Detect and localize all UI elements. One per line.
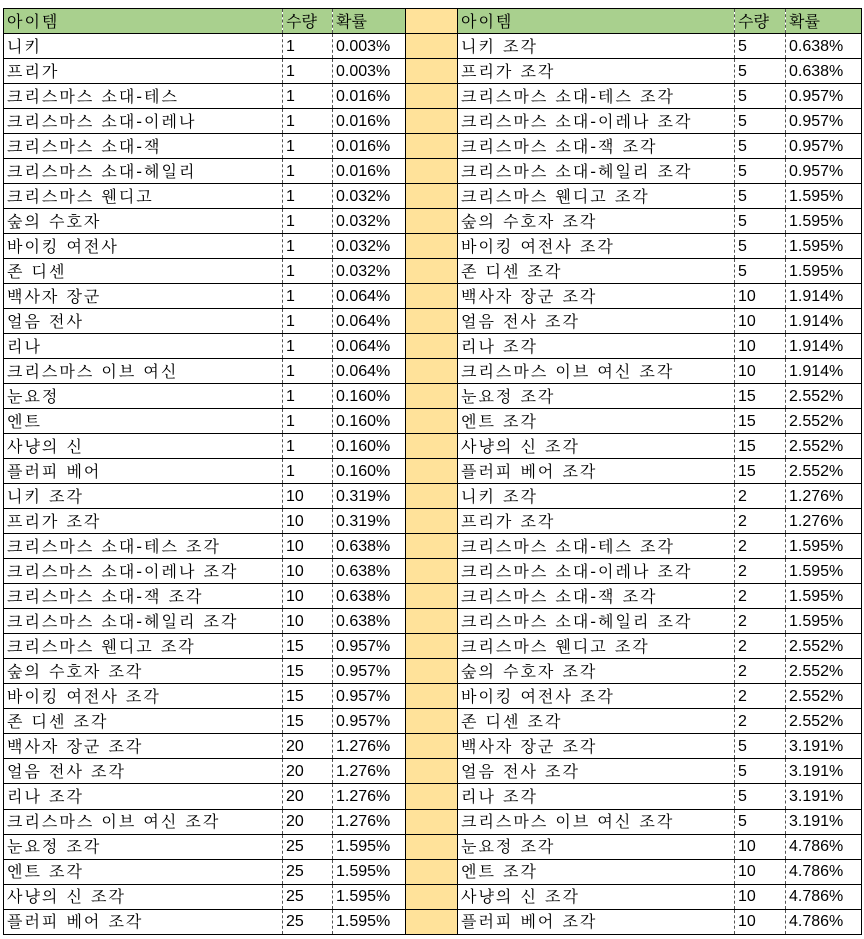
table-row — [4, 884, 862, 909]
cell-item-right[interactable]: 엔트 조각 — [458, 409, 735, 434]
cell-prob-right[interactable]: 2.552% — [786, 409, 862, 434]
table-row — [4, 634, 862, 659]
cell-item-right[interactable]: 백사자 장군 조각 — [458, 734, 735, 759]
cell-item[interactable]: 존 디센 조각 — [4, 709, 283, 734]
cell-prob-right[interactable]: 2.552% — [786, 384, 862, 409]
gap-cell[interactable] — [406, 109, 458, 134]
table-row — [4, 284, 862, 309]
cell-qty[interactable]: 1 — [283, 284, 333, 309]
gap-cell[interactable] — [406, 859, 458, 884]
gap-cell[interactable] — [406, 659, 458, 684]
gap-cell[interactable] — [406, 534, 458, 559]
cell-item[interactable]: 리나 — [4, 334, 283, 359]
table-row — [4, 709, 862, 734]
cell-item[interactable]: 크리스마스 소대-헤일리 조각 — [4, 609, 283, 634]
gap-cell[interactable] — [406, 334, 458, 359]
cell-qty-right[interactable]: 10 — [735, 859, 786, 884]
cell-item[interactable]: 바이킹 여전사 조각 — [4, 684, 283, 709]
cell-qty-right[interactable]: 5 — [735, 84, 786, 109]
table-row — [4, 34, 862, 59]
gap-cell[interactable] — [406, 84, 458, 109]
cell-item[interactable]: 존 디센 — [4, 259, 283, 284]
cell-prob[interactable]: 0.064% — [333, 334, 406, 359]
gap-cell[interactable] — [406, 809, 458, 834]
cell-prob-right[interactable]: 1.914% — [786, 359, 862, 384]
cell-prob-right[interactable]: 2.552% — [786, 634, 862, 659]
cell-item[interactable]: 크리스마스 소대-잭 — [4, 134, 283, 159]
cell-prob[interactable]: 0.016% — [333, 109, 406, 134]
cell-item-right[interactable]: 엔트 조각 — [458, 859, 735, 884]
cell-item-right[interactable]: 크리스마스 소대-잭 조각 — [458, 584, 735, 609]
cell-qty[interactable]: 1 — [283, 309, 333, 334]
cell-prob[interactable]: 0.160% — [333, 434, 406, 459]
cell-qty-right[interactable]: 15 — [735, 409, 786, 434]
cell-qty[interactable]: 25 — [283, 909, 333, 934]
gap-cell[interactable] — [406, 159, 458, 184]
cell-prob-right[interactable]: 0.638% — [786, 34, 862, 59]
cell-qty[interactable]: 1 — [283, 409, 333, 434]
gap-cell[interactable] — [406, 709, 458, 734]
cell-item-right[interactable]: 크리스마스 이브 여신 조각 — [458, 359, 735, 384]
cell-item[interactable]: 니키 — [4, 34, 283, 59]
gap-cell[interactable] — [406, 634, 458, 659]
gap-cell[interactable] — [406, 459, 458, 484]
gap-cell[interactable] — [406, 59, 458, 84]
cell-qty[interactable]: 25 — [283, 834, 333, 859]
cell-prob[interactable]: 0.064% — [333, 309, 406, 334]
cell-qty-right[interactable]: 5 — [735, 209, 786, 234]
gap-cell[interactable] — [406, 784, 458, 809]
cell-qty-right[interactable]: 2 — [735, 634, 786, 659]
cell-qty-right[interactable]: 15 — [735, 384, 786, 409]
cell-qty[interactable]: 10 — [283, 509, 333, 534]
cell-qty[interactable]: 1 — [283, 234, 333, 259]
cell-item-right[interactable]: 크리스마스 소대-테스 조각 — [458, 84, 735, 109]
table-row — [4, 59, 862, 84]
table-row — [4, 909, 862, 934]
cell-qty[interactable]: 1 — [283, 59, 333, 84]
cell-prob-right[interactable]: 1.914% — [786, 284, 862, 309]
cell-item[interactable]: 리나 조각 — [4, 784, 283, 809]
cell-item[interactable]: 크리스마스 소대-이레나 — [4, 109, 283, 134]
cell-qty-right[interactable]: 5 — [735, 259, 786, 284]
cell-prob-right[interactable]: 3.191% — [786, 759, 862, 784]
table-row — [4, 109, 862, 134]
cell-qty[interactable]: 1 — [283, 459, 333, 484]
cell-prob-right[interactable]: 1.595% — [786, 259, 862, 284]
cell-prob-right[interactable]: 0.957% — [786, 159, 862, 184]
cell-qty-right[interactable]: 5 — [735, 34, 786, 59]
cell-item[interactable]: 크리스마스 웬디고 조각 — [4, 634, 283, 659]
cell-qty-right[interactable]: 5 — [735, 59, 786, 84]
header-row — [4, 9, 862, 34]
cell-prob-right[interactable]: 3.191% — [786, 734, 862, 759]
cell-qty[interactable]: 1 — [283, 259, 333, 284]
cell-item-right[interactable]: 크리스마스 웬디고 조각 — [458, 184, 735, 209]
cell-item[interactable]: 플러피 베어 — [4, 459, 283, 484]
cell-item-right[interactable]: 바이킹 여전사 조각 — [458, 684, 735, 709]
cell-prob-right[interactable]: 0.957% — [786, 84, 862, 109]
cell-qty-right[interactable]: 10 — [735, 359, 786, 384]
table-row — [4, 234, 862, 259]
cell-item[interactable]: 크리스마스 소대-이레나 조각 — [4, 559, 283, 584]
gap-cell[interactable] — [406, 584, 458, 609]
table-row — [4, 334, 862, 359]
cell-prob-right[interactable]: 1.595% — [786, 584, 862, 609]
table-row — [4, 309, 862, 334]
cell-item[interactable]: 엔트 — [4, 409, 283, 434]
cell-item-right[interactable]: 크리스마스 웬디고 조각 — [458, 634, 735, 659]
cell-item-right[interactable]: 리나 조각 — [458, 334, 735, 359]
cell-qty-right[interactable]: 15 — [735, 434, 786, 459]
header-prob-right[interactable]: 확률 — [786, 9, 862, 34]
cell-item-right[interactable]: 백사자 장군 조각 — [458, 284, 735, 309]
gap-cell[interactable] — [406, 884, 458, 909]
cell-prob-right[interactable]: 3.191% — [786, 809, 862, 834]
cell-prob-right[interactable]: 1.595% — [786, 534, 862, 559]
cell-prob[interactable]: 1.276% — [333, 784, 406, 809]
cell-prob-right[interactable]: 0.957% — [786, 109, 862, 134]
cell-prob-right[interactable]: 1.595% — [786, 209, 862, 234]
cell-item-right[interactable]: 숲의 수호자 조각 — [458, 209, 735, 234]
cell-item[interactable]: 숲의 수호자 — [4, 209, 283, 234]
cell-prob[interactable]: 1.276% — [333, 734, 406, 759]
header-qty-right[interactable]: 수량 — [735, 9, 786, 34]
cell-prob-right[interactable]: 2.552% — [786, 684, 862, 709]
cell-prob-right[interactable]: 1.595% — [786, 609, 862, 634]
cell-item[interactable]: 크리스마스 웬디고 — [4, 184, 283, 209]
cell-qty-right[interactable]: 2 — [735, 534, 786, 559]
cell-item[interactable]: 프리가 조각 — [4, 509, 283, 534]
cell-qty-right[interactable]: 5 — [735, 784, 786, 809]
cell-prob-right[interactable]: 4.786% — [786, 859, 862, 884]
gap-cell[interactable] — [406, 359, 458, 384]
cell-prob-right[interactable]: 4.786% — [786, 834, 862, 859]
cell-qty[interactable]: 25 — [283, 884, 333, 909]
gap-cell[interactable] — [406, 209, 458, 234]
cell-item[interactable]: 사냥의 신 조각 — [4, 884, 283, 909]
cell-prob-right[interactable]: 1.595% — [786, 559, 862, 584]
header-prob[interactable]: 확률 — [333, 9, 406, 34]
cell-item[interactable]: 사냥의 신 — [4, 434, 283, 459]
table-row — [4, 509, 862, 534]
cell-item-right[interactable]: 크리스마스 소대-테스 조각 — [458, 534, 735, 559]
cell-qty[interactable]: 10 — [283, 484, 333, 509]
cell-qty-right[interactable]: 15 — [735, 459, 786, 484]
probability-sheet — [3, 8, 862, 935]
cell-prob-right[interactable]: 1.276% — [786, 484, 862, 509]
cell-prob[interactable]: 0.003% — [333, 59, 406, 84]
header-qty[interactable]: 수량 — [283, 9, 333, 34]
table-row — [4, 434, 862, 459]
table-row — [4, 159, 862, 184]
cell-item-right[interactable]: 니키 조각 — [458, 34, 735, 59]
cell-prob[interactable]: 1.276% — [333, 759, 406, 784]
table-row — [4, 859, 862, 884]
cell-qty-right[interactable]: 5 — [735, 134, 786, 159]
cell-item[interactable]: 크리스마스 소대-테스 조각 — [4, 534, 283, 559]
cell-prob-right[interactable]: 4.786% — [786, 884, 862, 909]
table-row — [4, 559, 862, 584]
cell-qty-right[interactable]: 10 — [735, 334, 786, 359]
cell-item-right[interactable]: 프리가 조각 — [458, 59, 735, 84]
gap-cell[interactable] — [406, 259, 458, 284]
cell-prob[interactable]: 0.160% — [333, 459, 406, 484]
gap-cell[interactable] — [406, 284, 458, 309]
cell-item-right[interactable]: 존 디센 조각 — [458, 259, 735, 284]
table-row — [4, 184, 862, 209]
cell-prob[interactable]: 0.957% — [333, 634, 406, 659]
cell-prob-right[interactable]: 2.552% — [786, 709, 862, 734]
cell-qty-right[interactable]: 2 — [735, 484, 786, 509]
cell-item[interactable]: 니키 조각 — [4, 484, 283, 509]
cell-qty-right[interactable]: 10 — [735, 909, 786, 934]
cell-prob-right[interactable]: 1.595% — [786, 184, 862, 209]
cell-prob[interactable]: 0.638% — [333, 559, 406, 584]
cell-qty[interactable]: 1 — [283, 384, 333, 409]
gap-cell[interactable] — [406, 384, 458, 409]
table-row — [4, 484, 862, 509]
cell-item-right[interactable]: 사냥의 신 조각 — [458, 884, 735, 909]
cell-qty[interactable]: 1 — [283, 359, 333, 384]
cell-qty[interactable]: 1 — [283, 334, 333, 359]
table-row — [4, 584, 862, 609]
gap-cell[interactable] — [406, 184, 458, 209]
cell-prob[interactable]: 0.160% — [333, 409, 406, 434]
table-row — [4, 84, 862, 109]
cell-prob[interactable]: 1.276% — [333, 809, 406, 834]
cell-prob[interactable]: 1.595% — [333, 909, 406, 934]
gap-cell[interactable] — [406, 759, 458, 784]
table-row — [4, 259, 862, 284]
cell-item[interactable]: 눈요정 — [4, 384, 283, 409]
cell-prob[interactable]: 0.003% — [333, 34, 406, 59]
cell-prob[interactable]: 0.957% — [333, 709, 406, 734]
cell-qty[interactable]: 10 — [283, 609, 333, 634]
table-row — [4, 784, 862, 809]
cell-prob-right[interactable]: 2.552% — [786, 459, 862, 484]
cell-item[interactable]: 얼음 전사 — [4, 309, 283, 334]
cell-qty-right[interactable]: 10 — [735, 309, 786, 334]
header-item-right[interactable]: 아이템 — [458, 9, 735, 34]
table-row — [4, 684, 862, 709]
cell-item-right[interactable]: 존 디센 조각 — [458, 709, 735, 734]
cell-qty[interactable]: 25 — [283, 859, 333, 884]
cell-item-right[interactable]: 눈요정 조각 — [458, 384, 735, 409]
cell-qty[interactable]: 15 — [283, 634, 333, 659]
cell-item-right[interactable]: 프리가 조각 — [458, 509, 735, 534]
cell-qty[interactable]: 1 — [283, 159, 333, 184]
cell-item-right[interactable]: 얼음 전사 조각 — [458, 759, 735, 784]
cell-qty-right[interactable]: 2 — [735, 509, 786, 534]
cell-qty-right[interactable]: 5 — [735, 234, 786, 259]
table-row — [4, 359, 862, 384]
cell-prob-right[interactable]: 0.957% — [786, 134, 862, 159]
cell-qty-right[interactable]: 5 — [735, 759, 786, 784]
cell-qty[interactable]: 15 — [283, 709, 333, 734]
cell-qty[interactable]: 10 — [283, 584, 333, 609]
cell-qty[interactable]: 20 — [283, 784, 333, 809]
cell-qty-right[interactable]: 2 — [735, 709, 786, 734]
cell-item-right[interactable]: 크리스마스 소대-헤일리 조각 — [458, 159, 735, 184]
cell-qty[interactable]: 1 — [283, 434, 333, 459]
cell-prob[interactable]: 0.032% — [333, 184, 406, 209]
cell-item-right[interactable]: 크리스마스 소대-이레나 조각 — [458, 109, 735, 134]
table-row — [4, 534, 862, 559]
cell-prob[interactable]: 0.638% — [333, 584, 406, 609]
cell-prob-right[interactable]: 2.552% — [786, 659, 862, 684]
cell-qty[interactable]: 10 — [283, 559, 333, 584]
cell-item[interactable]: 크리스마스 소대-헤일리 — [4, 159, 283, 184]
cell-prob[interactable]: 0.957% — [333, 684, 406, 709]
cell-item-right[interactable]: 숲의 수호자 조각 — [458, 659, 735, 684]
cell-prob[interactable]: 0.319% — [333, 509, 406, 534]
gap-cell[interactable] — [406, 734, 458, 759]
cell-prob-right[interactable]: 1.914% — [786, 309, 862, 334]
cell-item-right[interactable]: 눈요정 조각 — [458, 834, 735, 859]
cell-item[interactable]: 백사자 장군 조각 — [4, 734, 283, 759]
cell-qty-right[interactable]: 2 — [735, 584, 786, 609]
cell-prob[interactable]: 0.016% — [333, 134, 406, 159]
cell-qty[interactable]: 1 — [283, 84, 333, 109]
table-row — [4, 209, 862, 234]
cell-qty[interactable]: 1 — [283, 184, 333, 209]
cell-item-right[interactable]: 크리스마스 이브 여신 조각 — [458, 809, 735, 834]
cell-qty-right[interactable]: 10 — [735, 884, 786, 909]
cell-prob-right[interactable]: 3.191% — [786, 784, 862, 809]
cell-qty[interactable]: 1 — [283, 209, 333, 234]
cell-item-right[interactable]: 리나 조각 — [458, 784, 735, 809]
cell-prob[interactable]: 0.319% — [333, 484, 406, 509]
cell-qty-right[interactable]: 10 — [735, 284, 786, 309]
cell-item[interactable]: 프리가 — [4, 59, 283, 84]
cell-qty[interactable]: 15 — [283, 659, 333, 684]
cell-prob[interactable]: 0.064% — [333, 284, 406, 309]
cell-qty[interactable]: 20 — [283, 734, 333, 759]
cell-prob-right[interactable]: 2.552% — [786, 434, 862, 459]
cell-item[interactable]: 플러피 베어 조각 — [4, 909, 283, 934]
cell-qty[interactable]: 20 — [283, 759, 333, 784]
cell-item-right[interactable]: 얼음 전사 조각 — [458, 309, 735, 334]
gap-cell[interactable] — [406, 309, 458, 334]
cell-prob[interactable]: 1.595% — [333, 884, 406, 909]
gap-cell[interactable] — [406, 484, 458, 509]
gap-cell[interactable] — [406, 34, 458, 59]
cell-qty-right[interactable]: 5 — [735, 809, 786, 834]
cell-qty-right[interactable]: 2 — [735, 609, 786, 634]
cell-item-right[interactable]: 사냥의 신 조각 — [458, 434, 735, 459]
cell-prob[interactable]: 0.032% — [333, 234, 406, 259]
gap-cell[interactable] — [406, 834, 458, 859]
table-row — [4, 734, 862, 759]
table-row — [4, 409, 862, 434]
cell-item[interactable]: 숲의 수호자 조각 — [4, 659, 283, 684]
gap-cell[interactable] — [406, 684, 458, 709]
table-row — [4, 134, 862, 159]
cell-item-right[interactable]: 크리스마스 소대-잭 조각 — [458, 134, 735, 159]
cell-item[interactable]: 크리스마스 이브 여신 — [4, 359, 283, 384]
cell-qty[interactable]: 10 — [283, 534, 333, 559]
cell-prob[interactable]: 0.064% — [333, 359, 406, 384]
cell-qty-right[interactable]: 2 — [735, 659, 786, 684]
gap-cell[interactable] — [406, 9, 458, 34]
gap-cell[interactable] — [406, 609, 458, 634]
table-row — [4, 609, 862, 634]
table-row — [4, 459, 862, 484]
cell-item[interactable]: 바이킹 여전사 — [4, 234, 283, 259]
header-item[interactable]: 아이템 — [4, 9, 283, 34]
table-row — [4, 834, 862, 859]
cell-item-right[interactable]: 바이킹 여전사 조각 — [458, 234, 735, 259]
cell-qty-right[interactable]: 5 — [735, 734, 786, 759]
gap-cell[interactable] — [406, 509, 458, 534]
table-row — [4, 384, 862, 409]
cell-prob-right[interactable]: 4.786% — [786, 909, 862, 934]
cell-qty[interactable]: 1 — [283, 109, 333, 134]
cell-item[interactable]: 얼음 전사 조각 — [4, 759, 283, 784]
cell-item-right[interactable]: 니키 조각 — [458, 484, 735, 509]
cell-item[interactable]: 크리스마스 소대-테스 — [4, 84, 283, 109]
cell-qty-right[interactable]: 2 — [735, 684, 786, 709]
gap-cell[interactable] — [406, 409, 458, 434]
cell-qty-right[interactable]: 5 — [735, 109, 786, 134]
cell-qty[interactable]: 1 — [283, 134, 333, 159]
cell-prob[interactable]: 0.638% — [333, 534, 406, 559]
table-row — [4, 659, 862, 684]
cell-qty-right[interactable]: 5 — [735, 184, 786, 209]
cell-prob[interactable]: 0.638% — [333, 609, 406, 634]
cell-qty-right[interactable]: 10 — [735, 834, 786, 859]
cell-prob[interactable]: 0.016% — [333, 84, 406, 109]
cell-prob-right[interactable]: 1.595% — [786, 234, 862, 259]
cell-qty[interactable]: 15 — [283, 684, 333, 709]
gap-cell[interactable] — [406, 234, 458, 259]
table-row — [4, 759, 862, 784]
cell-prob[interactable]: 1.595% — [333, 859, 406, 884]
cell-prob[interactable]: 0.016% — [333, 159, 406, 184]
gap-cell[interactable] — [406, 134, 458, 159]
cell-prob[interactable]: 0.032% — [333, 209, 406, 234]
cell-prob-right[interactable]: 1.914% — [786, 334, 862, 359]
cell-item-right[interactable]: 플러피 베어 조각 — [458, 459, 735, 484]
cell-qty-right[interactable]: 5 — [735, 159, 786, 184]
cell-prob[interactable]: 0.032% — [333, 259, 406, 284]
cell-qty-right[interactable]: 2 — [735, 559, 786, 584]
cell-qty[interactable]: 1 — [283, 34, 333, 59]
cell-prob[interactable]: 1.595% — [333, 834, 406, 859]
cell-prob-right[interactable]: 0.638% — [786, 59, 862, 84]
cell-item[interactable]: 엔트 조각 — [4, 859, 283, 884]
cell-item[interactable]: 백사자 장군 — [4, 284, 283, 309]
cell-item-right[interactable]: 크리스마스 소대-헤일리 조각 — [458, 609, 735, 634]
cell-item-right[interactable]: 크리스마스 소대-이레나 조각 — [458, 559, 735, 584]
gap-cell[interactable] — [406, 909, 458, 934]
cell-prob[interactable]: 0.957% — [333, 659, 406, 684]
table-row — [4, 809, 862, 834]
cell-item[interactable]: 눈요정 조각 — [4, 834, 283, 859]
cell-qty[interactable]: 20 — [283, 809, 333, 834]
cell-prob[interactable]: 0.160% — [333, 384, 406, 409]
gap-cell[interactable] — [406, 434, 458, 459]
cell-prob-right[interactable]: 1.276% — [786, 509, 862, 534]
cell-item[interactable]: 크리스마스 소대-잭 조각 — [4, 584, 283, 609]
cell-item[interactable]: 크리스마스 이브 여신 조각 — [4, 809, 283, 834]
gap-cell[interactable] — [406, 559, 458, 584]
cell-item-right[interactable]: 플러피 베어 조각 — [458, 909, 735, 934]
